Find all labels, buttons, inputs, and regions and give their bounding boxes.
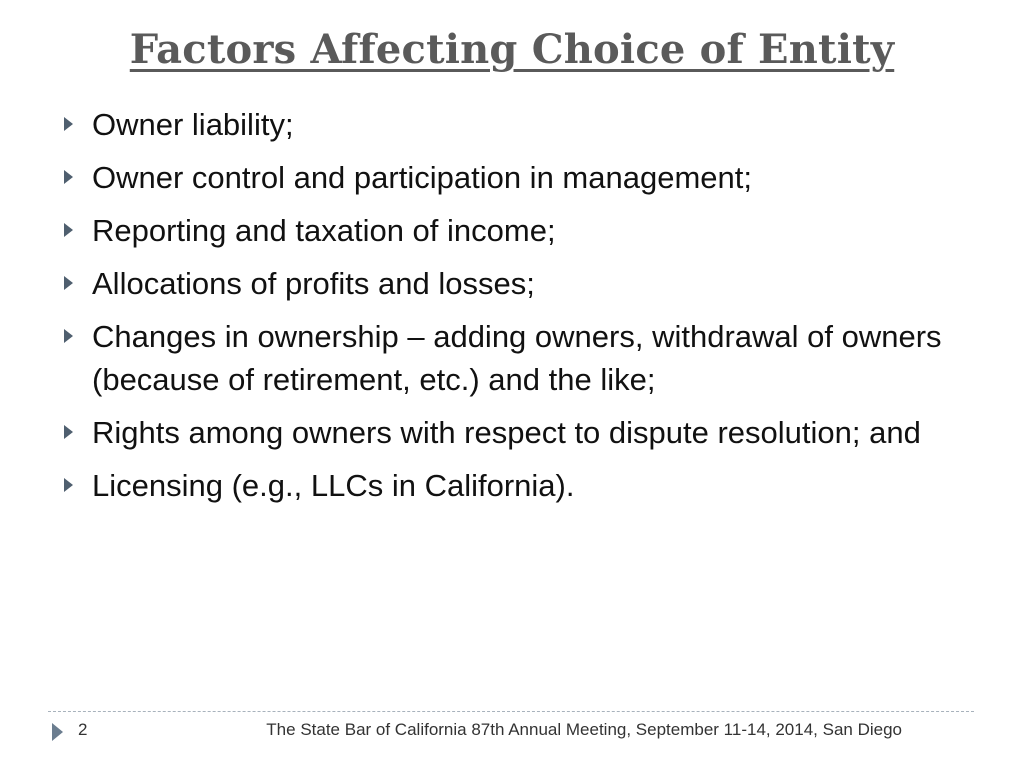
footer-triangle-icon — [52, 723, 63, 741]
bullet-arrow-icon — [64, 276, 73, 290]
bullet-list — [60, 103, 960, 517]
bullet-item — [60, 464, 960, 507]
page-number: 2 — [78, 720, 88, 739]
bullet-arrow-icon — [64, 329, 73, 343]
bullet-item — [60, 156, 960, 199]
bullet-text: Licensing (e.g., LLCs in California). — [92, 468, 575, 503]
bullet-text: Owner control and participation in management; — [92, 160, 752, 195]
slide-title: Factors Affecting Choice of Entity — [129, 26, 895, 73]
bullet-item — [60, 262, 960, 305]
bullet-item — [60, 315, 960, 401]
bullet-arrow-icon — [64, 425, 73, 439]
bullet-text: Owner liability; — [92, 107, 294, 142]
bullet-item — [60, 209, 960, 252]
bullet-arrow-icon — [64, 117, 73, 131]
bullet-text: Rights among owners with respect to dispute resolution; and — [92, 415, 921, 450]
bullet-text: Allocations of profits and losses; — [92, 266, 535, 301]
bullet-arrow-icon — [64, 223, 73, 237]
bullet-text: Changes in ownership – adding owners, withdrawal of owners (because of retirement, etc.) and the like; — [92, 319, 942, 397]
bullet-item — [60, 103, 960, 146]
footer-text: The State Bar of California 87th Annual Meeting, September 11-14, 2014, San Diego — [266, 720, 902, 739]
bullet-item — [60, 411, 960, 454]
footer-divider — [48, 711, 974, 712]
bullet-arrow-icon — [64, 170, 73, 184]
bullet-arrow-icon — [64, 478, 73, 492]
bullet-text: Reporting and taxation of income; — [92, 213, 556, 248]
